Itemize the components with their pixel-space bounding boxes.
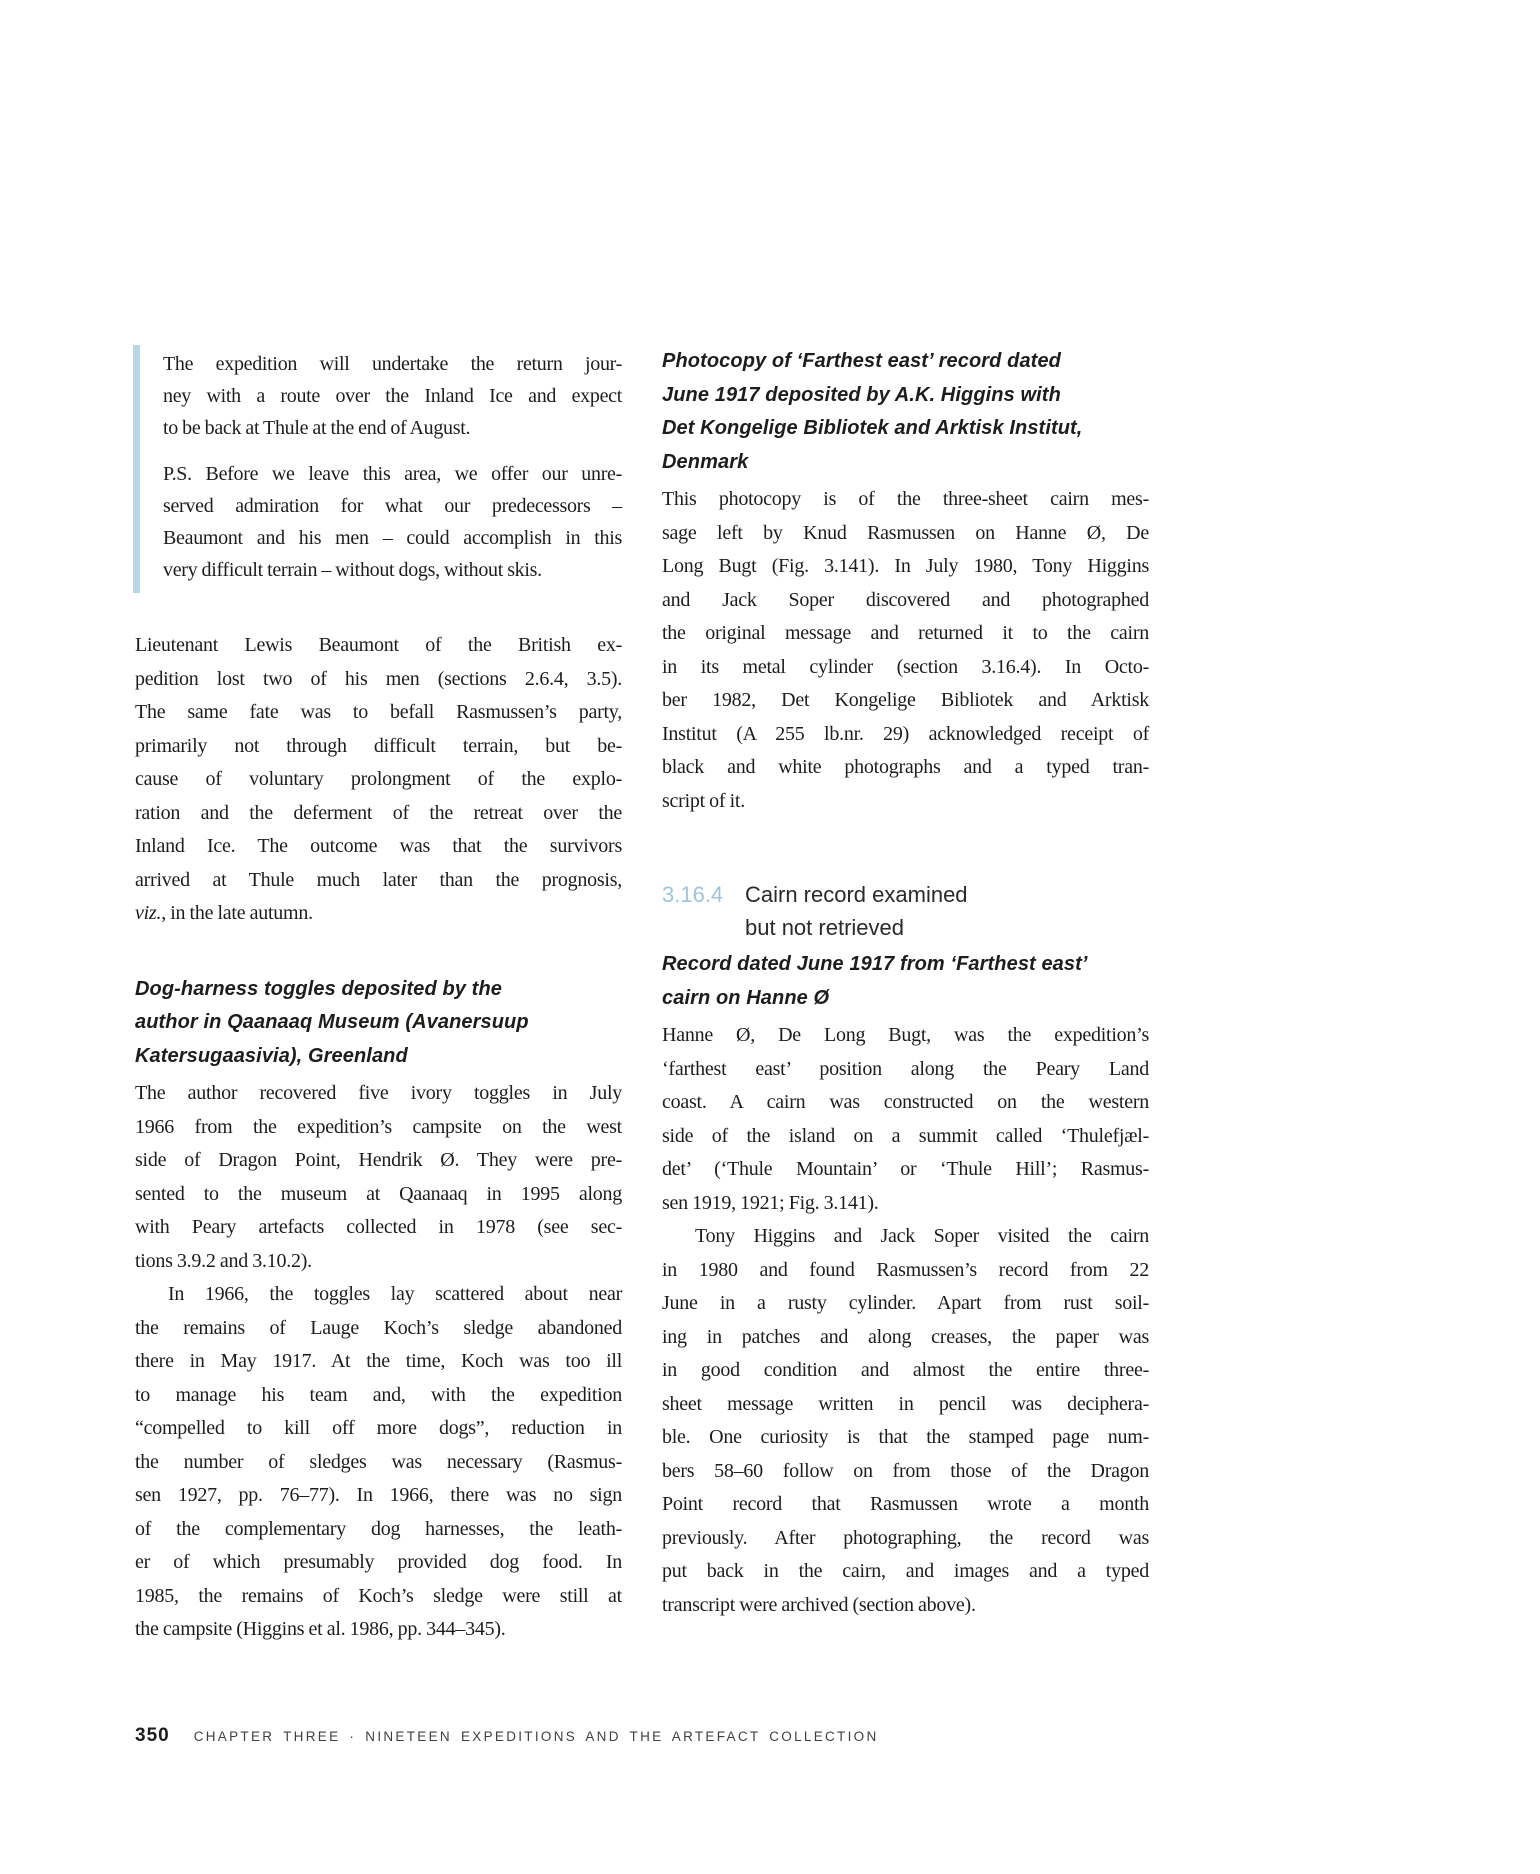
text-line: ble. One curiosity is that the stamped page num-: [662, 1426, 1149, 1448]
text-line: Long Bugt (Fig. 3.141). In July 1980, Tony Higgins: [662, 555, 1149, 577]
paragraph: [662, 1220, 1149, 1622]
text-line: script of it.: [662, 789, 745, 812]
italic-term: viz.: [135, 902, 162, 924]
section-heading: [662, 878, 1149, 944]
text-line: ney with a route over the Inland Ice and expect: [163, 385, 622, 407]
subheading-line: Record dated June 1917 from ‘Farthest east’: [662, 953, 1088, 975]
text-line: ing in patches and along creases, the paper was: [662, 1325, 1149, 1348]
text-line: In 1966, the toggles lay scattered about near: [168, 1283, 622, 1305]
text-line: Point record that Rasmussen wrote a month: [662, 1493, 1149, 1515]
text-line: served admiration for what our predecessors –: [163, 495, 622, 517]
text-line: with Peary artefacts collected in 1978 (see sec-: [135, 1216, 622, 1238]
quote-paragraph: [163, 348, 622, 444]
text-line: sented to the museum at Qaanaaq in 1995 along: [135, 1182, 622, 1205]
paragraph: [135, 1278, 622, 1647]
text-line: bers 58–60 follow on from those of the Dragon: [662, 1459, 1149, 1482]
text-line: sheet message written in pencil was deciphera-: [662, 1392, 1149, 1415]
right-column: [662, 345, 1149, 1622]
subheading-line: Dog-harness toggles deposited by the: [135, 977, 502, 1000]
text-line: put back in the cairn, and images and a typed: [662, 1560, 1149, 1582]
text-line: Lieutenant Lewis Beaumont of the British ex-: [135, 634, 622, 656]
text-line: pedition lost two of his men (sections 2.6.4, 3.5).: [135, 667, 622, 690]
text-line: sen 1919, 1921; Fig. 3.141).: [662, 1191, 879, 1214]
paragraph: [662, 1019, 1149, 1220]
running-footer-text: CHAPTER THREE · NINETEEN EXPEDITIONS AND THE ARTEFACT COLLECTION: [193, 1729, 879, 1744]
text-line: The expedition will undertake the return jour-: [163, 353, 622, 375]
text-line: in good condition and almost the entire three-: [662, 1359, 1149, 1381]
text-line: the remains of Lauge Koch’s sledge abandoned: [135, 1316, 622, 1339]
section-heading-line: [662, 878, 1149, 911]
text-line: there in May 1917. At the time, Koch was too ill: [135, 1350, 622, 1372]
subheading-line: cairn on Hanne Ø: [662, 986, 830, 1009]
subheading-line: Katersugaasivia), Greenland: [135, 1044, 408, 1067]
text-line: arrived at Thule much later than the prognosis,: [135, 868, 622, 891]
text-line: the campsite (Higgins et al. 1986, pp. 344–345).: [135, 1618, 506, 1640]
paragraph: [662, 483, 1149, 818]
page-number: 350: [135, 1725, 170, 1746]
text-line: Inland Ice. The outcome was that the survivors: [135, 835, 622, 857]
text-line: primarily not through difficult terrain, but be-: [135, 734, 622, 757]
text-line: P.S. Before we leave this area, we offer our unre-: [163, 463, 622, 485]
text-line: sen 1927, pp. 76–77). In 1966, there was no sign: [135, 1484, 622, 1506]
text-line: black and white photographs and a typed tran-: [662, 756, 1149, 778]
text-line: very difficult terrain – without dogs, without skis.: [163, 559, 542, 581]
text-line: This photocopy is of the three-sheet cairn mes-: [662, 488, 1149, 510]
subheading-line: Det Kongelige Bibliotek and Arktisk Institut,: [662, 417, 1083, 439]
section-heading-line: but not retrieved: [745, 915, 904, 940]
text-line: the number of sledges was necessary (Rasmus-: [135, 1450, 622, 1473]
text-segment: , in the late autumn.: [161, 902, 313, 924]
text-line: side of the island on a summit called ‘Thulefjæl-: [662, 1124, 1149, 1147]
text-line: previously. After photographing, the record was: [662, 1526, 1149, 1549]
text-line: ‘farthest east’ position along the Peary Land: [662, 1057, 1149, 1080]
text-line: transcript were archived (section above).: [662, 1593, 976, 1616]
text-line: to manage his team and, with the expedition: [135, 1383, 622, 1406]
text-line: det’ (‘Thule Mountain’ or ‘Thule Hill’; Rasmus-: [662, 1158, 1149, 1180]
subheading: [662, 948, 1149, 1015]
subheading: [662, 345, 1149, 479]
paragraph: [135, 629, 622, 931]
text-line: tions 3.9.2 and 3.10.2).: [135, 1249, 312, 1272]
section-number: 3.16.4: [662, 882, 724, 907]
text-line: of the complementary dog harnesses, the leath-: [135, 1517, 622, 1540]
text-line: side of Dragon Point, Hendrik Ø. They were pre-: [135, 1149, 622, 1171]
text-line: to be back at Thule at the end of August.: [163, 417, 471, 439]
text-line: Hanne Ø, De Long Bugt, was the expedition’s: [662, 1024, 1149, 1046]
text-line: The author recovered five ivory toggles in July: [135, 1082, 622, 1104]
left-column: [135, 345, 622, 1647]
paragraph: [135, 1077, 622, 1278]
text-line: sage left by Knud Rasmussen on Hanne Ø, De: [662, 521, 1149, 544]
text-line: ber 1982, Det Kongelige Bibliotek and Arktisk: [662, 689, 1149, 711]
text-line: June in a rusty cylinder. Apart from rust soil-: [662, 1292, 1149, 1314]
text-line: Beaumont and his men – could accomplish in this: [163, 527, 622, 549]
subheading-line: Photocopy of ‘Farthest east’ record dated: [662, 350, 1061, 372]
text-line: and Jack Soper discovered and photographed: [662, 588, 1149, 611]
quote-paragraph: [163, 458, 622, 586]
text-line: Institut (A 255 lb.nr. 29) acknowledged receipt of: [662, 722, 1149, 745]
text-line: er of which presumably provided dog food. In: [135, 1551, 622, 1573]
text-line: in 1980 and found Rasmussen’s record from 22: [662, 1258, 1149, 1281]
page-footer: [135, 1725, 879, 1747]
section-title: Cairn record examined: [745, 882, 968, 907]
subheading-line: author in Qaanaaq Museum (Avanersuup: [135, 1011, 529, 1033]
text-line: Tony Higgins and Jack Soper visited the cairn: [695, 1225, 1149, 1247]
subheading-line: Denmark: [662, 450, 749, 473]
pull-quote: [133, 345, 622, 593]
text-line: the original message and returned it to the cairn: [662, 622, 1149, 644]
text-line: in its metal cylinder (section 3.16.4). In Octo-: [662, 655, 1149, 678]
subheading: [135, 973, 622, 1074]
text-line: cause of voluntary prolongment of the explo-: [135, 768, 622, 790]
subheading-line: June 1917 deposited by A.K. Higgins with: [662, 383, 1061, 406]
text-line: “compelled to kill off more dogs”, reduction in: [135, 1417, 622, 1439]
text-line: coast. A cairn was constructed on the western: [662, 1091, 1149, 1113]
text-line: The same fate was to befall Rasmussen’s party,: [135, 701, 622, 723]
text-line: 1985, the remains of Koch’s sledge were still at: [135, 1584, 622, 1607]
text-line: [135, 897, 622, 931]
text-line: 1966 from the expedition’s campsite on the west: [135, 1115, 622, 1138]
text-line: ration and the deferment of the retreat over the: [135, 801, 622, 824]
